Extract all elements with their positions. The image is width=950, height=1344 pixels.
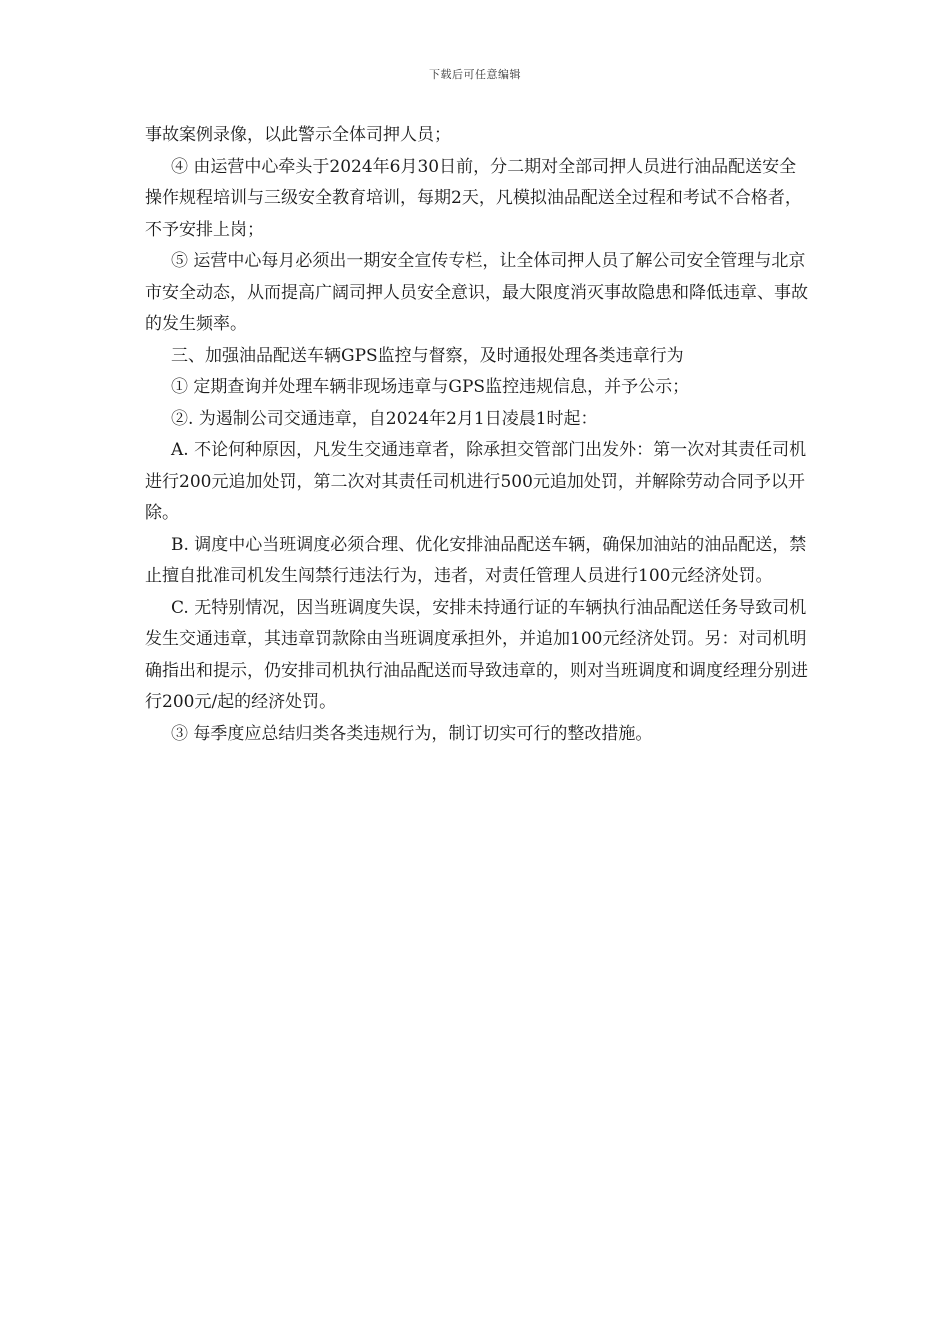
page-header: 下载后可任意编辑	[429, 68, 521, 81]
paragraph-5: ① 定期查询并处理车辆非现场违章与GPS监控违规信息，并予公示；	[171, 377, 690, 397]
paragraph-1: 事故案例录像，以此警示全体司押人员；	[145, 125, 451, 145]
paragraph-6: ②. 为遏制公司交通违章，自2024年2月1日凌晨1时起：	[171, 408, 598, 429]
paragraph-9: C. 无特别情况，因当班调度失误，安排未持通行证的车辆执行油品配送任务导致司机发生交通违章，其违章罚款除由当班调度承担外，并追加100元经济处罚。另：对司机明确指出和提示，仍安排司机执行油品配送而导致违章的，则对当班调度和调度经理分别进行200元/起的经济处罚。	[145, 597, 808, 712]
paragraph-2: ④ 由运营中心牵头于2024年6月30日前，分二期对全部司押人员进行油品配送安全操作规程培训与三级安全教育培训，每期2天，凡模拟油品配送全过程和考试不合格者，不予安排上岗；	[145, 156, 802, 240]
paragraph-8: B. 调度中心当班调度必须合理、优化安排油品配送车辆，确保加油站的油品配送，禁止擅自批准司机发生闯禁行违法行为，违者，对责任管理人员进行100元经济处罚。	[145, 534, 807, 586]
document-body	[145, 120, 810, 750]
paragraph-10: ③ 每季度应总结归类各类违规行为，制订切实可行的整改措施。	[171, 723, 653, 744]
section-heading-3: 三、加强油品配送车辆GPS监控与督察，及时通报处理各类违章行为	[171, 345, 684, 366]
paragraph-7: A. 不论何种原因，凡发生交通违章者，除承担交管部门出发外：第一次对其责任司机进行200元追加处罚，第二次对其责任司机进行500元追加处罚，并解除劳动合同予以开除。	[145, 440, 807, 523]
paragraph-3: ⑤ 运营中心每月必须出一期安全宣传专栏，让全体司押人员了解公司安全管理与北京市安全动态，从而提高广阔司押人员安全意识，最大限度消灭事故隐患和降低违章、事故的发生频率。	[145, 251, 808, 334]
